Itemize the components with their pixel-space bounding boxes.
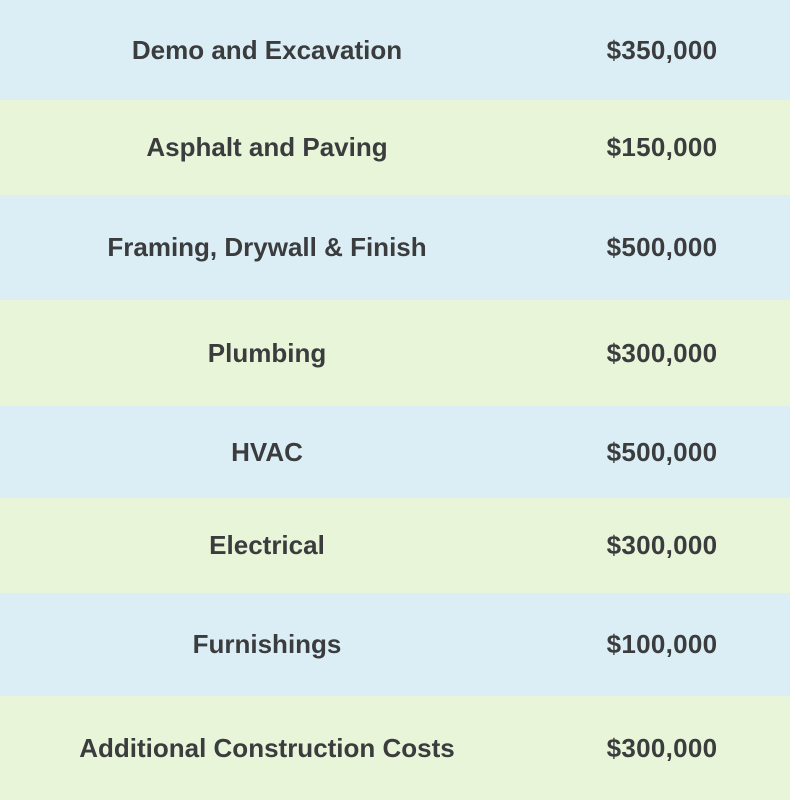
table-row (0, 696, 790, 800)
cost-item-label: Furnishings (192, 629, 342, 659)
table-row (0, 593, 790, 696)
cost-item-label: Framing, Drywall & Finish (107, 232, 427, 262)
table-row (0, 195, 790, 300)
cost-item-amount: $150,000 (606, 132, 718, 162)
table-row (0, 100, 790, 195)
cost-item-amount: $500,000 (606, 232, 718, 262)
cost-item-label: HVAC (231, 436, 303, 467)
cost-item-amount: $300,000 (606, 337, 718, 368)
cost-item-amount: $500,000 (606, 436, 718, 467)
cost-item-label: Demo and Excavation (131, 34, 403, 65)
cost-item-label: Additional Construction Costs (79, 732, 455, 763)
cost-item-label: Asphalt and Paving (146, 132, 388, 162)
table-row (0, 498, 790, 593)
table-row (0, 300, 790, 406)
cost-item-label: Plumbing (207, 337, 327, 368)
cost-item-amount: $300,000 (606, 732, 718, 763)
cost-item-label: Electrical (209, 530, 325, 560)
table-row (0, 406, 790, 498)
table-row (0, 0, 790, 100)
cost-item-amount: $350,000 (606, 34, 718, 65)
cost-item-amount: $100,000 (606, 629, 718, 659)
cost-item-amount: $300,000 (606, 530, 718, 560)
